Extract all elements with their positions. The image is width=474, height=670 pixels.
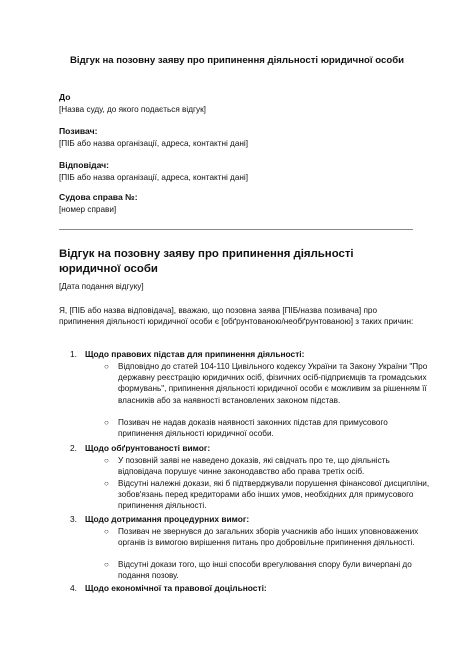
court-value: [Назва суду, до якого подається відгук]	[59, 105, 206, 114]
sub-bullet	[104, 417, 433, 439]
document-title: Відгук на позовну заяву про припинення діяльності юридичної особи	[69, 55, 405, 66]
sub-bullet	[104, 526, 433, 548]
list-heading: Щодо економічної та правової доцільності:	[85, 583, 267, 593]
sub-bullet	[104, 559, 433, 581]
list-item-validity	[70, 443, 210, 453]
intro-paragraph: Я, [ПІБ або назва відповідача], вважаю, що позовна заява [ПІБ/назва позивача] про припинення діяльності юридичної особи є [обґрунтованою/необґрунтованою] з таких причин:	[59, 306, 414, 326]
hollow-bullet-icon: ○	[104, 418, 109, 427]
defendant-value: [ПІБ або назва організації, адреса, контактні дані]	[59, 173, 249, 182]
list-number: 4.	[70, 583, 77, 593]
court-label: До	[59, 92, 71, 102]
hollow-bullet-icon: ○	[104, 560, 109, 569]
bullet-text: Позивач не звернувся до загальних зборів учасників або інших уповноважених органів із вимогою вирішення питань про добровільне припинення діяльності.	[118, 527, 419, 548]
case-number-label: Судова справа №:	[59, 192, 138, 202]
list-heading: Щодо дотримання процедурних вимог:	[85, 514, 250, 524]
sub-bullet	[104, 478, 433, 512]
plaintiff-label: Позивач:	[59, 126, 98, 136]
horizontal-divider	[59, 229, 413, 230]
section-title: Відгук на позовну заяву про припинення діяльності юридичної особи	[59, 248, 354, 275]
bullet-text: У позовній заяві не наведено доказів, які свідчать про те, що діяльність відповідача порушує чинне законодавство або права третіх осіб.	[118, 456, 390, 477]
list-number: 2.	[70, 443, 77, 453]
bullet-text: Відповідно до статей 104-110 Цивільного кодексу України та Закону України "Про державну реєстрацію юридичних осіб, фізичних осіб-підприємців та громадських формувань", припинення діяльності юридичної особи є можливим за рішенням її власників або за наявності встановлених законом підстав.	[118, 362, 428, 405]
list-item-procedure	[70, 514, 249, 524]
submission-date: [Дата подання відгуку]	[59, 282, 144, 291]
list-heading: Щодо правових підстав для припинення діяльності:	[85, 349, 305, 359]
hollow-bullet-icon: ○	[104, 527, 109, 536]
hollow-bullet-icon: ○	[104, 456, 109, 465]
plaintiff-value: [ПІБ або назва організації, адреса, контактні дані]	[59, 139, 249, 148]
hollow-bullet-icon: ○	[104, 362, 109, 371]
list-item-legal-grounds	[70, 349, 304, 359]
sub-bullet	[104, 361, 433, 406]
list-number: 3.	[70, 514, 77, 524]
bullet-text: Відсутні докази того, що інші способи врегулювання спору були вичерпані до подання позову.	[118, 560, 412, 581]
sub-bullet	[104, 455, 433, 477]
bullet-text: Позивач не надав доказів наявності законних підстав для примусового припинення діяльності юридичної особи.	[118, 418, 388, 439]
list-number: 1.	[70, 349, 77, 359]
bullet-text: Відсутні належні докази, які б підтверджували порушення фінансової дисципліни, зобов'язань перед кредиторами або інших умов, необхідних для примусового припинення діяльності.	[118, 479, 430, 511]
case-number-value: [номер справи]	[59, 205, 117, 214]
list-item-expediency	[70, 583, 267, 593]
defendant-label: Відповідач:	[59, 160, 110, 170]
list-heading: Щодо обґрунтованості вимог:	[85, 443, 211, 453]
hollow-bullet-icon: ○	[104, 479, 109, 488]
